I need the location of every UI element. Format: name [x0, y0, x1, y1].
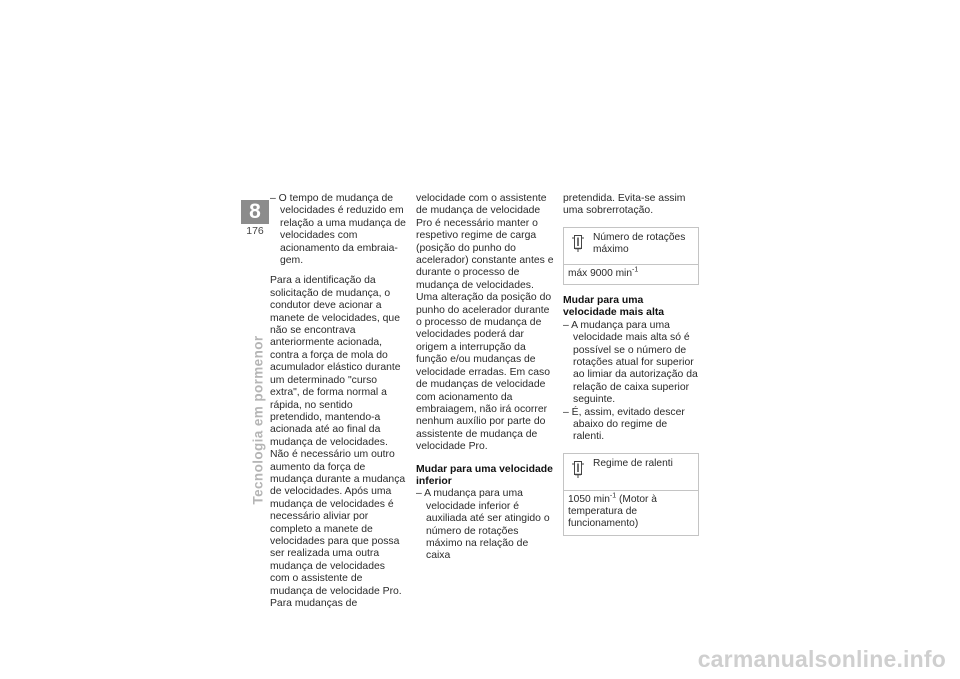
text-column-1 [270, 193, 406, 610]
engine-spec-icon [568, 233, 588, 257]
engine-spec-icon [568, 459, 588, 483]
spec-value: máx 9000 $\min^{-1}$ [564, 264, 698, 284]
chapter-number-badge: 8 [241, 200, 269, 224]
text-column-3 [563, 193, 699, 536]
spec-value: 1050 $\min^{-1}$ (Motor à temperatura de funcionamento) [564, 490, 698, 535]
bullet-item: – A mudança para uma velocidade mais alta só é possível se o número de rotações atual for superior ao limiar da autorização da relação de caixa superior seguinte. [563, 319, 698, 406]
spec-box-idle-speed [563, 453, 699, 536]
section-heading-upshift: Mudar para uma velocidade mais alta [563, 295, 665, 319]
text-column-2 [416, 193, 554, 563]
paragraph: pretendida. Evita-se assim uma sobrerrotação. [563, 193, 686, 217]
chapter-side-title: Tecnologia em pormenor [250, 335, 266, 505]
page-number: 176 [246, 225, 264, 237]
bullet-item: – O tempo de mudança de velocidades é reduzido em relação a uma mudança de velocidades com acionamento da embraiagem. [270, 193, 406, 267]
watermark-text: carmanualsonline.info [697, 646, 946, 672]
paragraph: velocidade com o assistente de mudança de velocidade Pro é necessário manter o respetivo regime de carga (posição do punho do acelerador) constante antes e durante o processo de mudança de velocidades. Uma alteração da posição do punho do acelerador durante o processo de mudança de velocidades poderá dar origem a interrupção da função e/ou mudanças de velocidade erradas. Em caso de mudanças de velocidade com acionamento da embraiagem, não irá ocorrer nenhum auxílio por parte do assistente de mudança de velocidade Pro. [416, 193, 554, 453]
paragraph: Para a identificação da solicitação de mudança, o condutor deve acionar a manete de velocidades, que não se encontrava anteriormente acionada, contra a força de mola do acumulador elástico durante um determinado "curso extra", de forma normal a rápida, no sentido pretendido, mantendo-a acionada até ao final da mudança de velocidades. Não é necessário um outro aumento da força de mudança durante a mudança de velocidades. Após uma mudança de velocidades é necessário aliviar por completo a manete de velocidades para que possa ser realizada uma outra mudança de velocidades com o assistente de mudança de velocidade Pro. Para mudanças de [270, 275, 406, 609]
spec-label: Regime de ralenti [593, 457, 673, 469]
spec-box-max-rpm [563, 227, 699, 285]
bullet-item: – É, assim, evitado descer abaixo do regime de ralenti. [563, 406, 685, 443]
section-heading-downshift: Mudar para uma velocidade inferior [416, 463, 553, 487]
bullet-item: – A mudança para uma velocidade inferior é auxiliada até ser atingido o número de rotações máximo na relação de caixa [416, 488, 550, 562]
spec-label: Número de rotações máximo [593, 231, 686, 256]
